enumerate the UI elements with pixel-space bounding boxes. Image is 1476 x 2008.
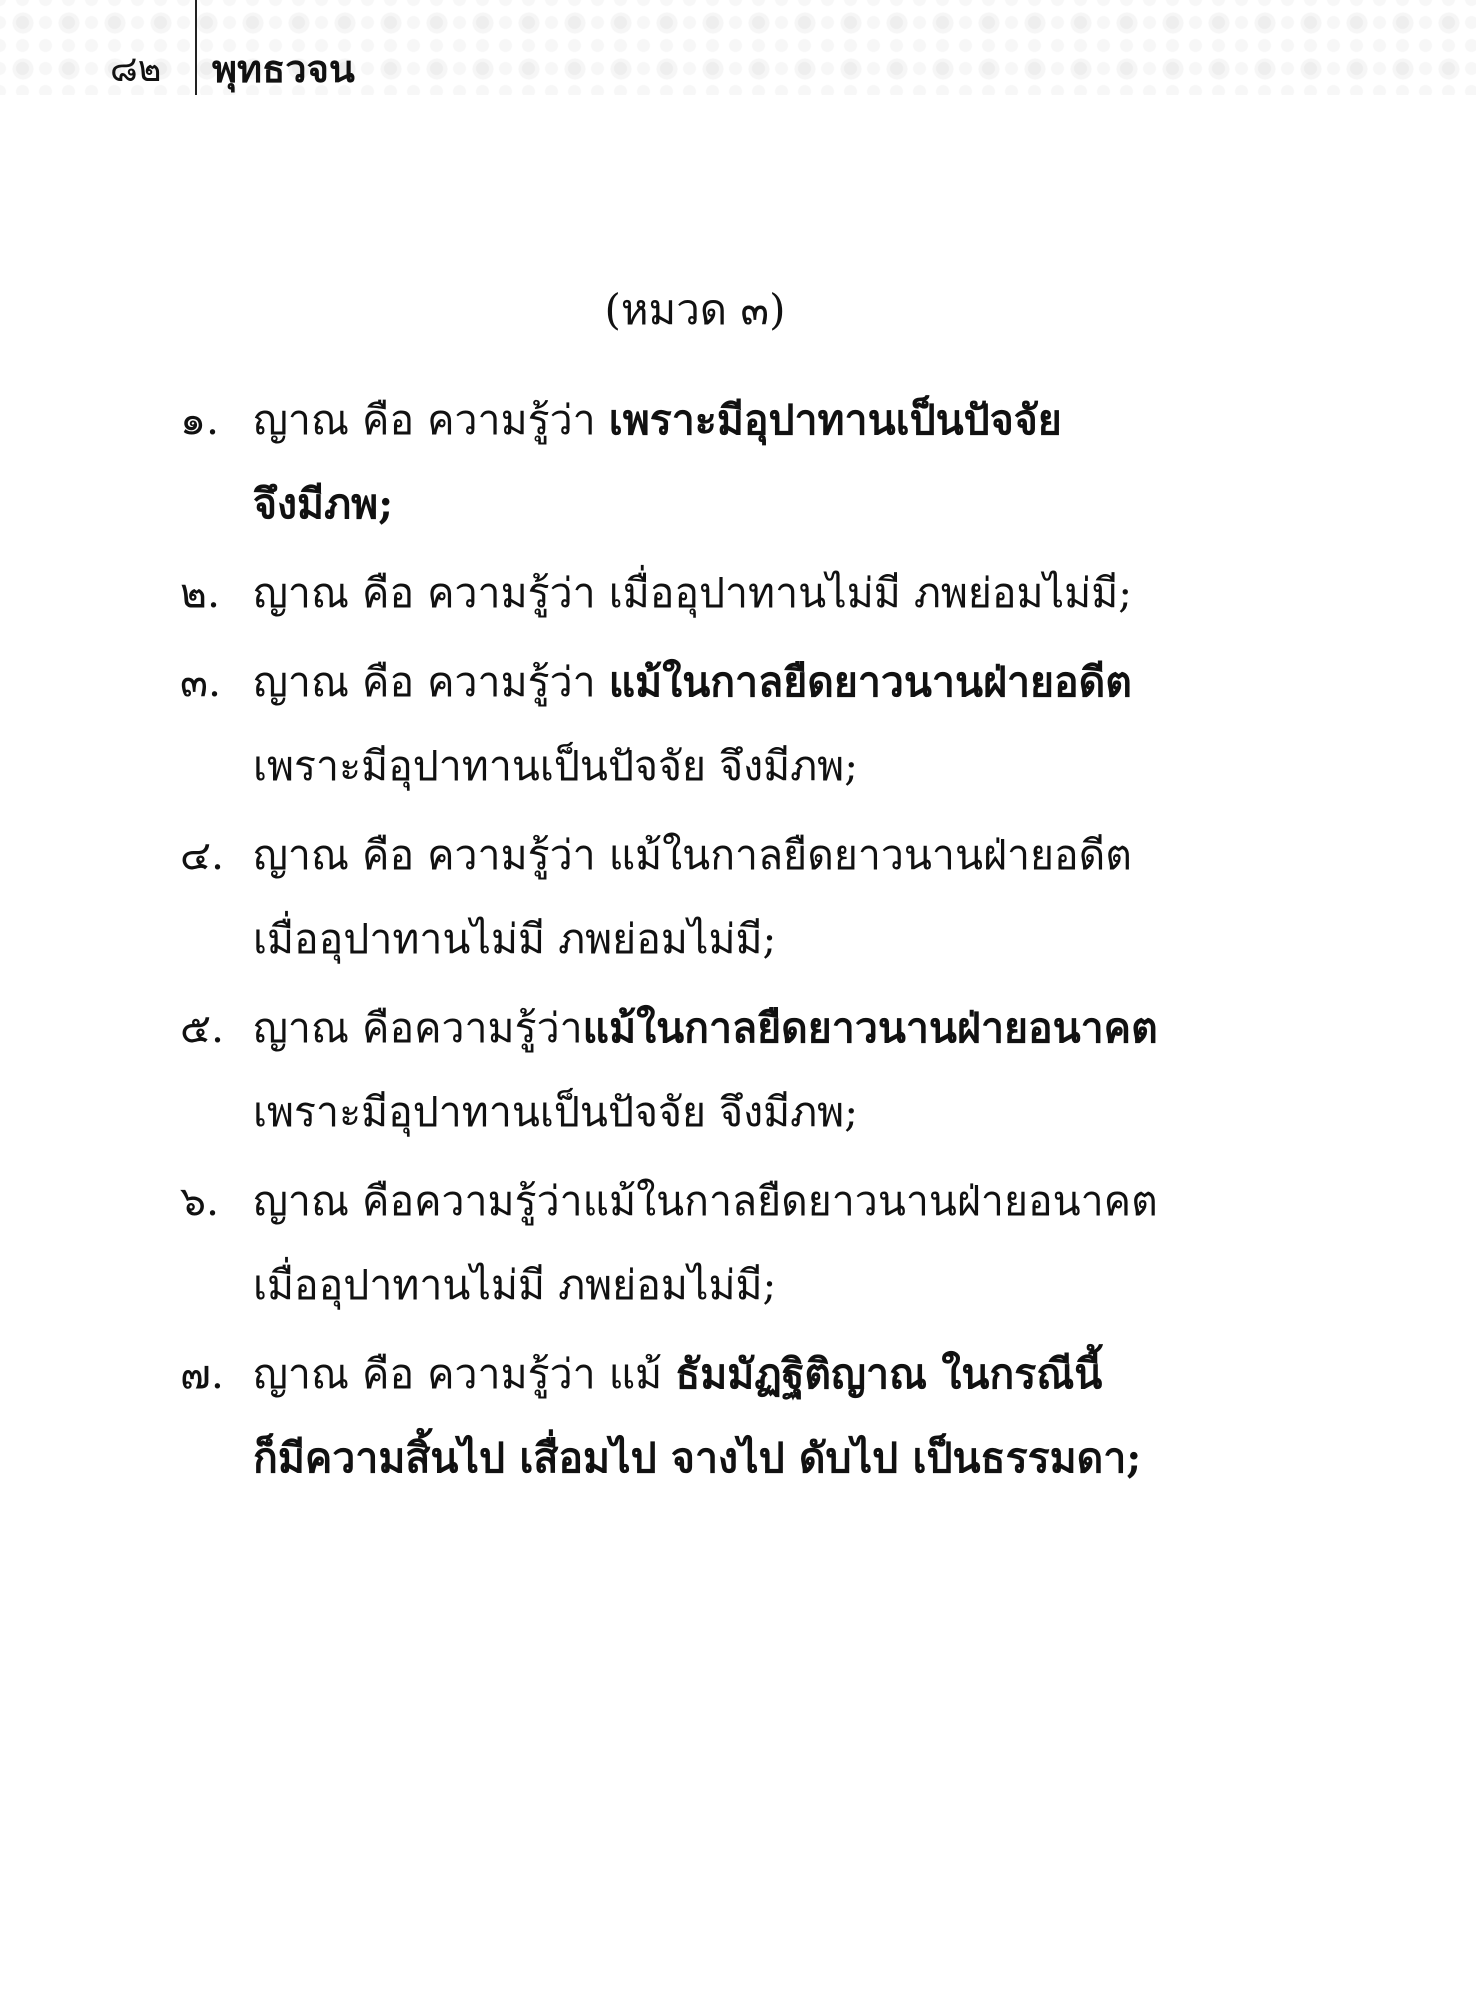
list-item	[180, 1159, 1220, 1327]
list-item	[180, 378, 1220, 546]
item-line	[253, 813, 1220, 897]
item-line	[253, 1243, 1220, 1327]
item-text-bold: ธัมมัฏฐิติญาณ ในกรณีนี้	[675, 1350, 1103, 1398]
item-line	[253, 640, 1220, 724]
header-divider	[195, 0, 197, 95]
item-number: ๕.	[180, 1004, 225, 1052]
item-text: ญาณ คือความรู้ว่าแม้ในกาลยืดยาวนานฝ่ายอนาคต	[253, 1177, 1158, 1225]
item-line	[253, 986, 1220, 1070]
list-item	[180, 640, 1220, 808]
item-text: เมื่ออุปาทานไม่มี ภพย่อมไม่มี;	[253, 915, 777, 963]
item-text-bold: ก็มีความสิ้นไป เสื่อมไป จางไป ดับไป เป็นธรรมดา;	[253, 1434, 1142, 1482]
list-item	[180, 551, 1220, 635]
item-line	[253, 551, 1220, 635]
item-line	[253, 462, 1220, 546]
item-number: ๗.	[180, 1350, 224, 1398]
item-text-bold: จึงมีภพ;	[253, 480, 394, 528]
item-line	[253, 1159, 1220, 1243]
item-text: เพราะมีอุปาทานเป็นปัจจัย จึงมีภพ;	[253, 742, 859, 790]
item-text: ญาณ คือ ความรู้ว่า	[253, 658, 609, 706]
item-text: ญาณ คือความรู้ว่า	[253, 1004, 583, 1052]
item-text-bold: แม้ในกาลยืดยาวนานฝ่ายอดีต	[608, 658, 1132, 706]
page-number: ๘๒	[110, 49, 162, 90]
list-item	[180, 1332, 1220, 1500]
item-text: เมื่ออุปาทานไม่มี ภพย่อมไม่มี;	[253, 1261, 777, 1309]
item-text-bold: แม้ในกาลยืดยาวนานฝ่ายอนาคต	[582, 1004, 1158, 1052]
item-number: ๒.	[180, 569, 221, 617]
item-line	[253, 724, 1220, 808]
list-item	[180, 986, 1220, 1154]
item-line	[253, 1416, 1220, 1500]
item-text: ญาณ คือ ความรู้ว่า แม้	[253, 1350, 676, 1398]
running-title: พุทธวจน	[212, 46, 355, 91]
section-title: (หมวด ๓)	[604, 285, 786, 334]
item-number: ๓.	[180, 658, 222, 706]
item-number: ๖.	[180, 1177, 220, 1225]
item-text: ญาณ คือ ความรู้ว่า เมื่ออุปาทานไม่มี ภพย่อมไม่มี;	[253, 569, 1133, 617]
item-line	[253, 1070, 1220, 1154]
item-line	[253, 897, 1220, 981]
item-line	[253, 1332, 1220, 1416]
item-text: ญาณ คือ ความรู้ว่า	[253, 396, 609, 444]
item-text: ญาณ คือ ความรู้ว่า แม้ในกาลยืดยาวนานฝ่ายอดีต	[253, 831, 1132, 879]
item-number: ๑.	[180, 396, 220, 444]
item-text-bold: เพราะมีอุปาทานเป็นปัจจัย	[608, 396, 1062, 444]
item-number: ๔.	[180, 831, 225, 879]
list-item	[180, 813, 1220, 981]
item-text: เพราะมีอุปาทานเป็นปัจจัย จึงมีภพ;	[253, 1088, 859, 1136]
numbered-list	[180, 378, 1220, 1505]
item-line	[253, 378, 1220, 462]
